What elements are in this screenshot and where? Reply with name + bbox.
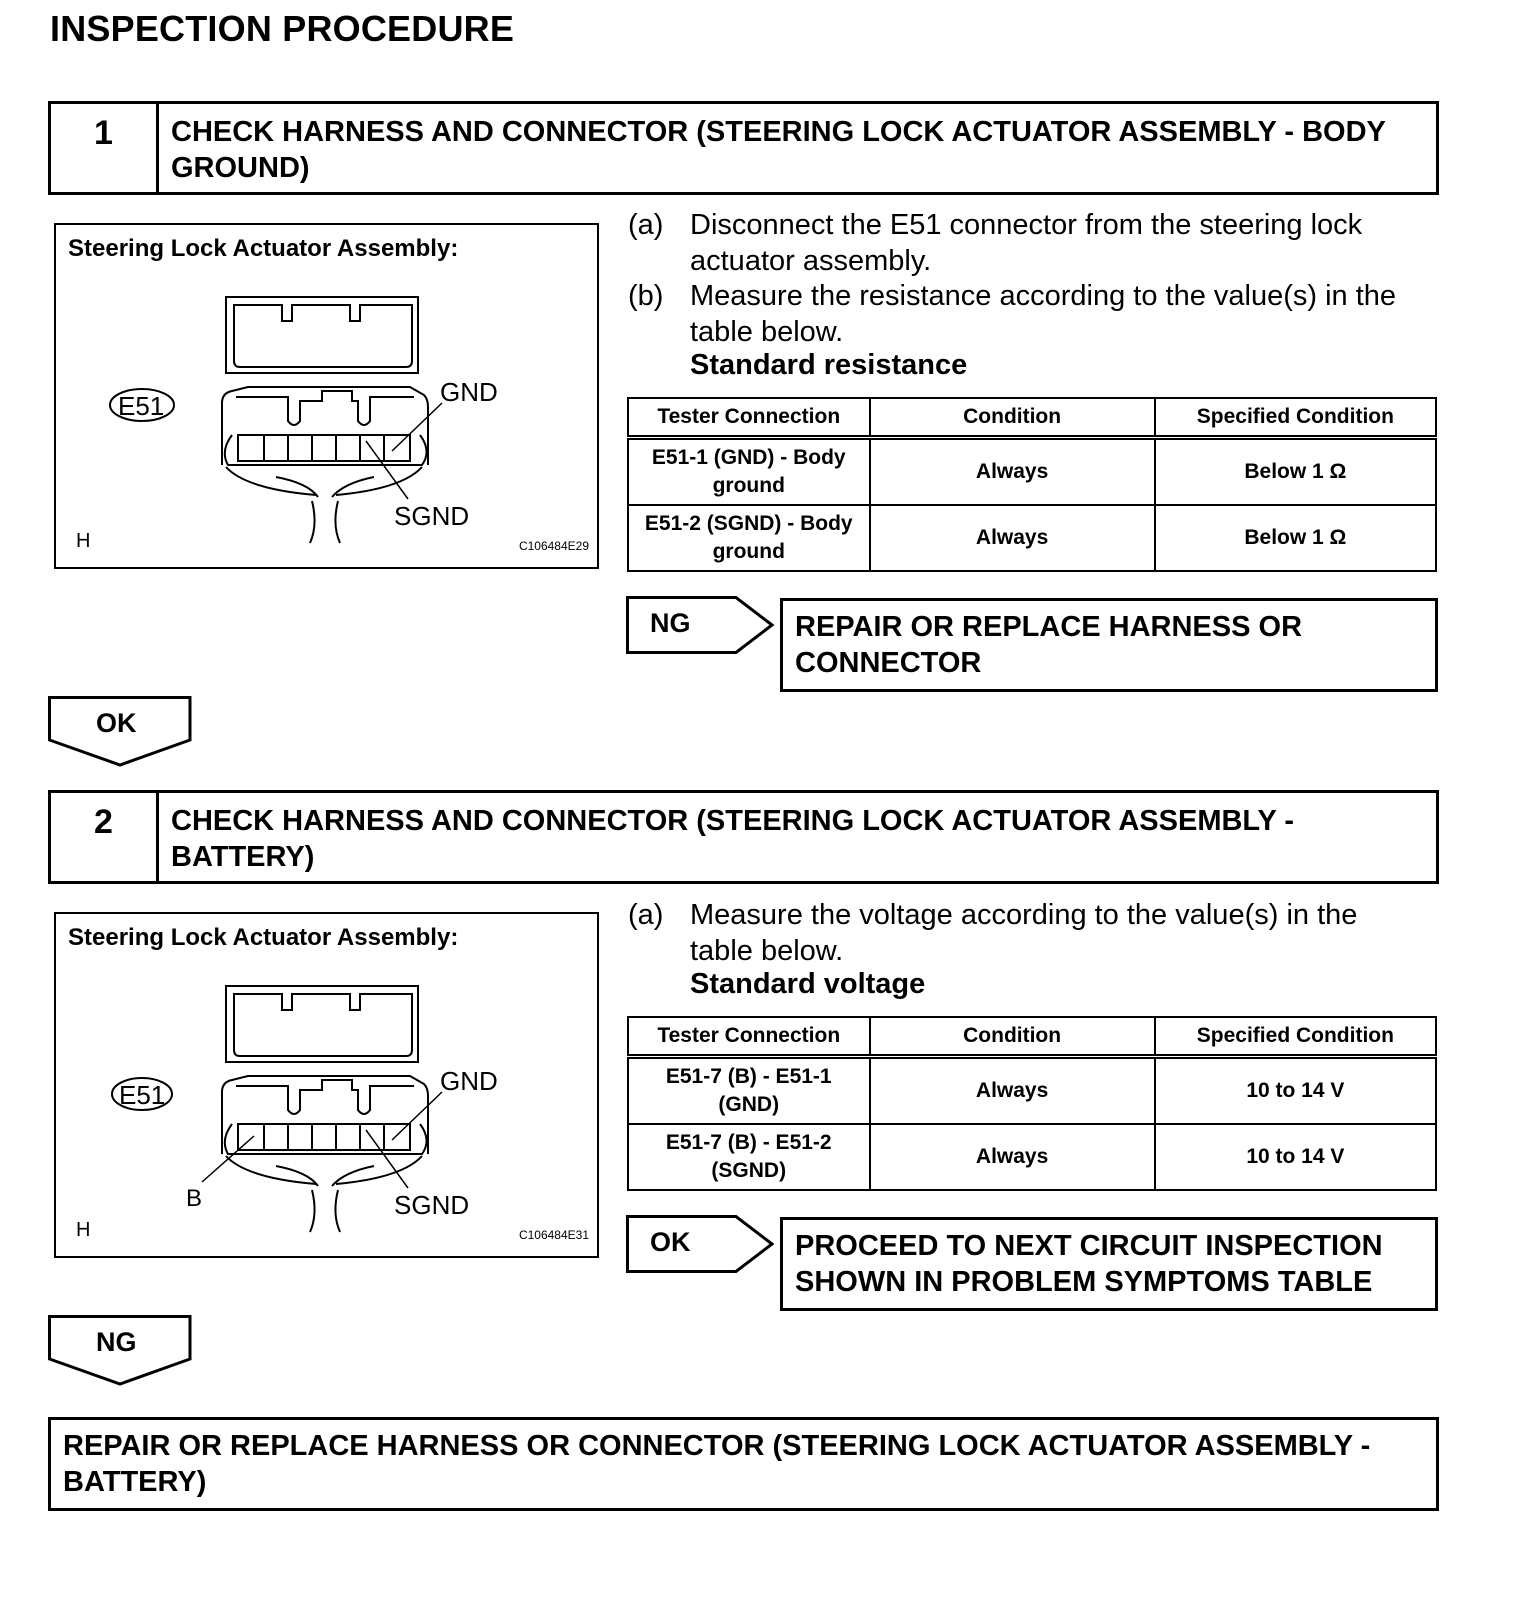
- ok-label: OK: [96, 708, 137, 738]
- step-title: CHECK HARNESS AND CONNECTOR (STEERING LOCK ACTUATOR ASSEMBLY - BATTERY): [171, 805, 1295, 873]
- connector-diagram: [56, 914, 601, 1260]
- step-2-header: [48, 790, 1439, 884]
- column-header: Tester Connection: [628, 398, 870, 438]
- instruction-text: Measure the voltage according to the value(s) in the table below.: [690, 899, 1358, 967]
- instruction-label: (a): [628, 209, 664, 241]
- table-row: [628, 1057, 1436, 1125]
- table-row: [628, 1124, 1436, 1190]
- instruction-a: [628, 207, 1448, 279]
- spec-table-2: [627, 1016, 1437, 1191]
- table-cell: Always: [870, 1124, 1155, 1190]
- repair-result-box: REPAIR OR REPLACE HARNESS OR CONNECTOR: [780, 598, 1438, 692]
- b-label: B: [186, 1185, 203, 1212]
- column-header: Tester Connection: [628, 1017, 870, 1057]
- instruction-b: [628, 278, 1448, 350]
- connector-diagram: [56, 225, 601, 571]
- column-header: Condition: [870, 1017, 1155, 1057]
- table-cell: Always: [870, 1057, 1155, 1125]
- table-cell: E51-7 (B) - E51-1 (GND): [628, 1057, 870, 1125]
- table-header-row: [628, 1017, 1436, 1057]
- figure-caption: Steering Lock Actuator Assembly:: [68, 235, 459, 262]
- ng-label: NG: [96, 1327, 137, 1357]
- table-cell: E51-2 (SGND) - Body ground: [628, 505, 870, 571]
- table-cell: Below 1 Ω: [1155, 438, 1436, 506]
- figure-letter: H: [76, 530, 91, 552]
- instruction-label: (b): [628, 280, 664, 312]
- table-header-row: [628, 398, 1436, 438]
- spec-table-1: [627, 397, 1437, 572]
- connector-label: E51: [119, 1080, 166, 1110]
- gnd-label: GND: [440, 377, 498, 407]
- instruction-text: Disconnect the E51 connector from the steering lock actuator assembly.: [690, 209, 1363, 277]
- column-header: Condition: [870, 398, 1155, 438]
- column-header: Specified Condition: [1155, 398, 1436, 438]
- gnd-label: GND: [440, 1066, 498, 1096]
- table-row: [628, 438, 1436, 506]
- table-cell: 10 to 14 V: [1155, 1124, 1436, 1190]
- instruction-label: (a): [628, 899, 664, 931]
- step-title: CHECK HARNESS AND CONNECTOR (STEERING LOCK ACTUATOR ASSEMBLY - BODY GROUND): [171, 116, 1386, 184]
- sgnd-label: SGND: [394, 501, 470, 531]
- ng-label: NG: [650, 608, 691, 638]
- table-row: [628, 505, 1436, 571]
- column-header: Specified Condition: [1155, 1017, 1436, 1057]
- ok-right-arrow: [626, 1215, 776, 1273]
- instruction-text: Measure the resistance according to the value(s) in the table below.: [690, 280, 1397, 348]
- step-number: 2: [51, 793, 159, 881]
- page-title: INSPECTION PROCEDURE: [50, 8, 515, 49]
- ok-label: OK: [650, 1227, 691, 1257]
- step-1-header: [48, 101, 1439, 195]
- connector-figure-1: [54, 223, 599, 569]
- proceed-result-box: PROCEED TO NEXT CIRCUIT INSPECTION SHOWN IN PROBLEM SYMPTOMS TABLE: [780, 1217, 1438, 1311]
- sgnd-label: SGND: [394, 1190, 470, 1220]
- ng-right-arrow: [626, 596, 776, 654]
- figure-letter: H: [76, 1219, 91, 1241]
- instruction-a: [628, 897, 1448, 969]
- table-cell: Below 1 Ω: [1155, 505, 1436, 571]
- table-cell: E51-1 (GND) - Body ground: [628, 438, 870, 506]
- table-cell: 10 to 14 V: [1155, 1057, 1436, 1125]
- connector-figure-2: [54, 912, 599, 1258]
- standard-label: Standard resistance: [690, 349, 968, 381]
- table-cell: E51-7 (B) - E51-2 (SGND): [628, 1124, 870, 1190]
- connector-label: E51: [118, 391, 165, 421]
- table-cell: Always: [870, 438, 1155, 506]
- table-cell: Always: [870, 505, 1155, 571]
- step-number: 1: [51, 104, 159, 192]
- standard-label: Standard voltage: [690, 968, 926, 1000]
- figure-code: C106484E31: [518, 1228, 589, 1242]
- figure-caption: Steering Lock Actuator Assembly:: [68, 924, 459, 951]
- final-repair-box: REPAIR OR REPLACE HARNESS OR CONNECTOR (STEERING LOCK ACTUATOR ASSEMBLY - BATTERY): [48, 1417, 1439, 1511]
- figure-code: C106484E29: [518, 539, 589, 553]
